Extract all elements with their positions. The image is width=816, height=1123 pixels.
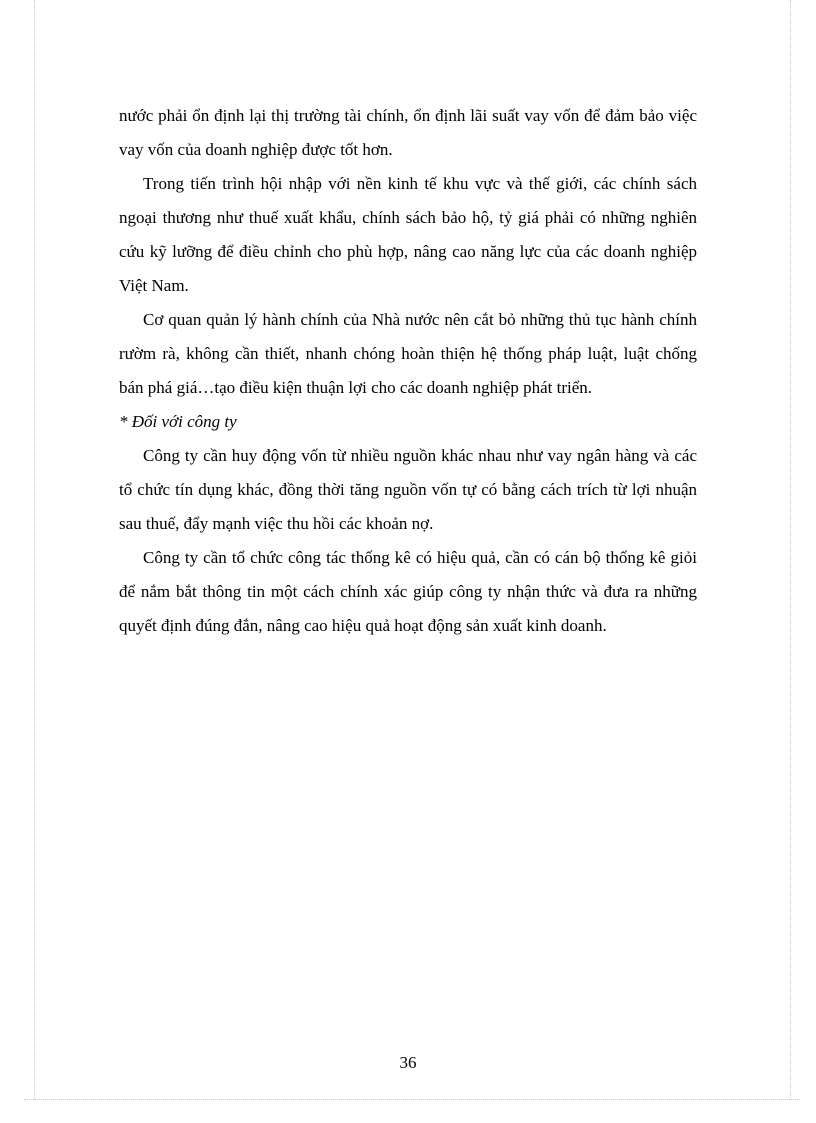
page-number: 36 (399, 1053, 417, 1072)
page-border-left (34, 0, 35, 1100)
paragraph-trade-policy: Trong tiến trình hội nhập với nền kinh tế khu vực và thế giới, các chính sách ngoại thương như thuế xuất khẩu, chính sách bảo hộ, tỷ giá phải có những nghiên cứu kỹ lưỡng để điều chỉnh cho phù hợp, nâng cao năng lực của các doanh nghiệp Việt Nam. (119, 174, 697, 295)
paragraph-continuation: nước phải ổn định lại thị trường tài chính, ổn định lãi suất vay vốn để đảm bảo việc vay vốn của doanh nghiệp được tốt hơn. (119, 106, 697, 159)
section-heading-company: * Đối với công ty (119, 412, 237, 431)
page-body (119, 99, 697, 643)
paragraph-capital: Công ty cần huy động vốn từ nhiều nguồn khác nhau như vay ngân hàng và các tổ chức tín dụng khác, đồng thời tăng nguồn vốn tự có bằng cách trích từ lợi nhuận sau thuế, đẩy mạnh việc thu hồi các khoản nợ. (119, 446, 697, 533)
paragraph-statistics: Công ty cần tổ chức công tác thống kê có hiệu quả, cần có cán bộ thống kê giỏi để nắm bắt thông tin một cách chính xác giúp công ty nhận thức và đưa ra những quyết định đúng đắn, nâng cao hiệu quả hoạt động sản xuất kinh doanh. (119, 548, 697, 635)
page-border-right (790, 0, 791, 1100)
page-border-bottom (24, 1099, 800, 1100)
paragraph-administration: Cơ quan quản lý hành chính của Nhà nước nên cắt bỏ những thủ tục hành chính rườm rà, không cần thiết, nhanh chóng hoàn thiện hệ thống pháp luật, luật chống bán phá giá…tạo điều kiện thuận lợi cho các doanh nghiệp phát triển. (119, 310, 697, 397)
